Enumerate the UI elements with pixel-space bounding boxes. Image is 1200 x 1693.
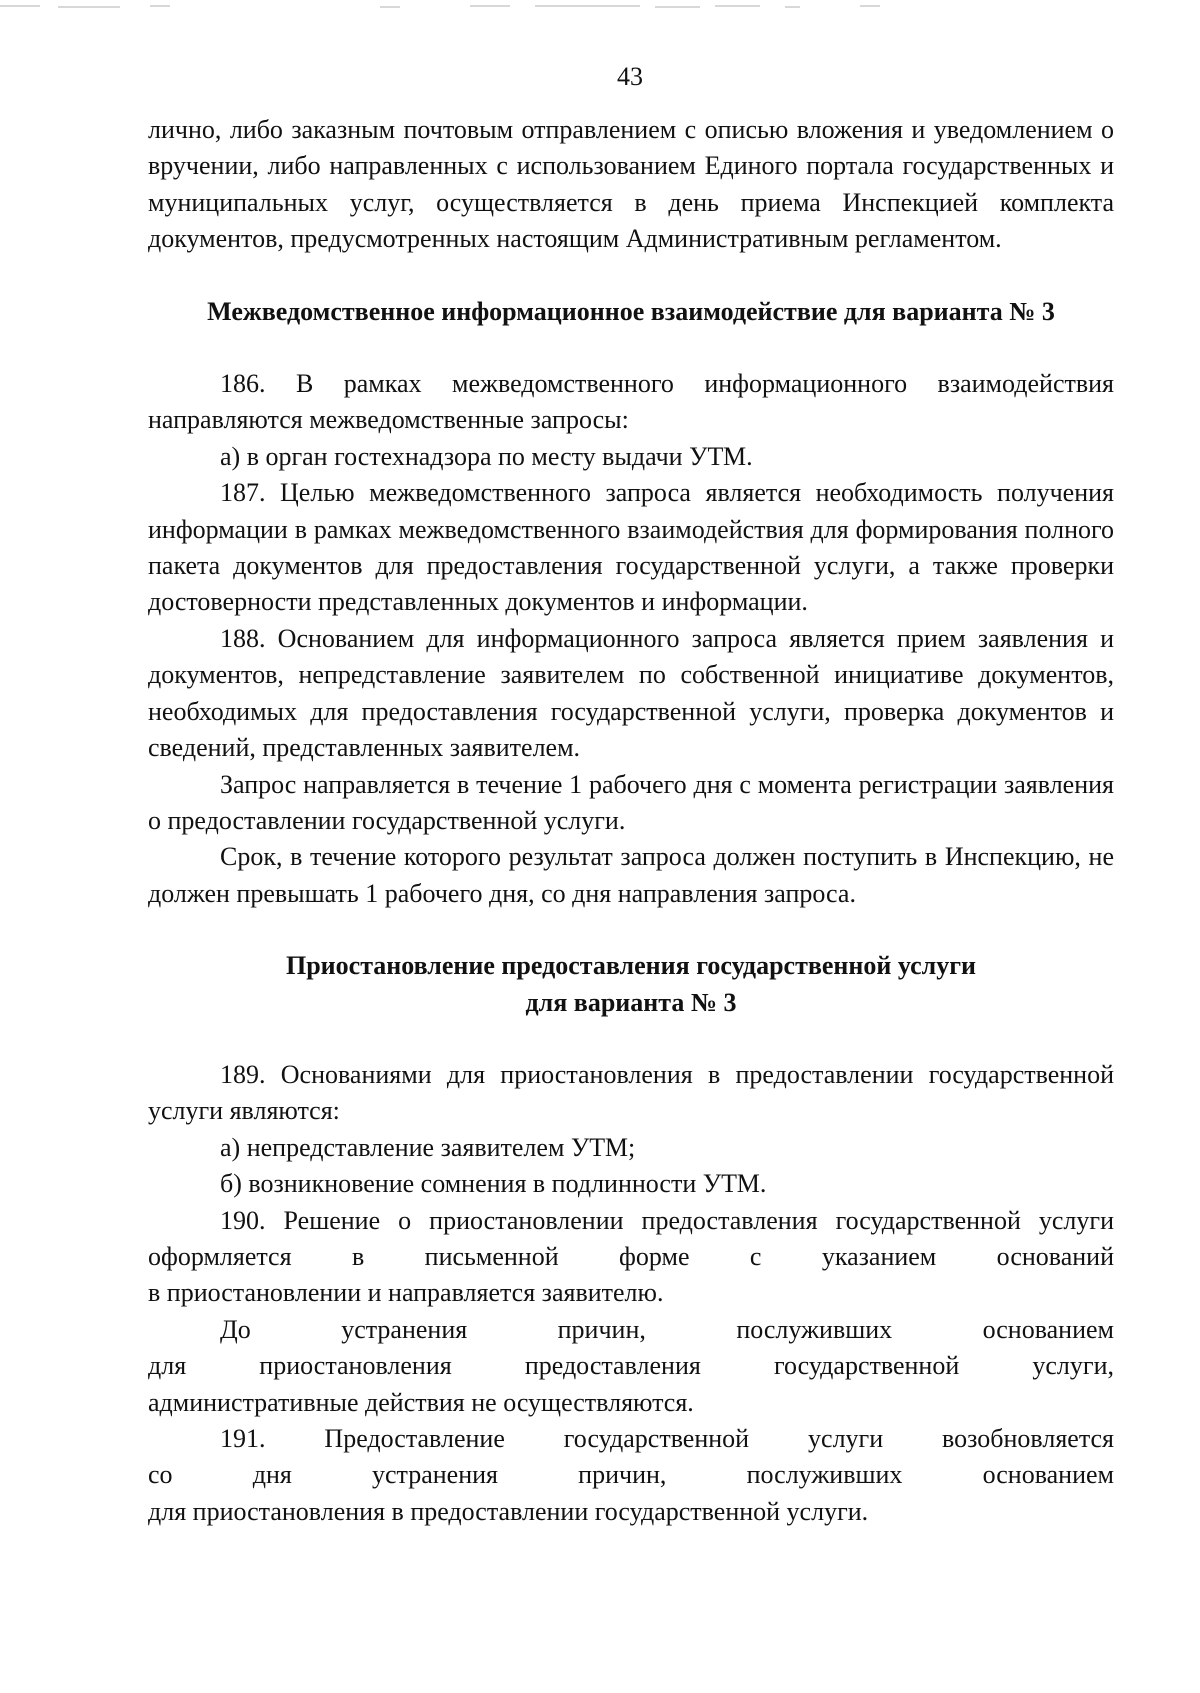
- paragraph-190-line3: в приостановлении и направляется заявителю.: [148, 1278, 664, 1308]
- paragraph-187: 187. Целью межведомственного запроса является необходимость получения информации в рамках межведомственного взаимодействия для формирования полного пакета документов для предоставления государственной услуги, а также проверки достоверности представленных документов и информации.: [148, 478, 1114, 617]
- section-heading-suspension-line1: Приостановление предоставления государственной услуги: [285, 951, 976, 981]
- paragraph-191-line2: со дня устранения причин, послуживших основанием: [148, 1460, 1114, 1490]
- section-heading-interagency: Межведомственное информационное взаимодействие для варианта № 3: [207, 296, 1055, 326]
- paragraph-191-line3: для приостановления в предоставлении государственной услуги.: [148, 1496, 869, 1526]
- paragraph-186-a: а) в орган гостехнадзора по месту выдачи УТМ.: [220, 441, 753, 471]
- section-heading-suspension: [148, 948, 1114, 1021]
- intro-paragraph: лично, либо заказным почтовым отправлением с описью вложения и уведомлением о вручении, либо направленных с использованием Единого портала государственных и муниципальных услуг, осуществляется в день приема Инспекцией комплекта документов, предусмотренных настоящим Административным регламентом.: [148, 115, 1114, 254]
- section-heading-suspension-line2: для варианта № 3: [525, 987, 737, 1017]
- page-number: 43: [617, 62, 643, 91]
- paragraph-190-line1: 190. Решение о приостановлении предоставления государственной услуги: [220, 1205, 1114, 1235]
- paragraph-189-b: б) возникновение сомнения в подлинности УТМ.: [220, 1169, 767, 1199]
- paragraph-until-line3: административные действия не осуществляются.: [148, 1387, 694, 1417]
- paragraph-request-term: Запрос направляется в течение 1 рабочего дня с момента регистрации заявления о предоставлении государственной услуги.: [148, 769, 1114, 835]
- document-body: [148, 112, 1114, 1530]
- paragraph-189: 189. Основаниями для приостановления в предоставлении государственной услуги являются:: [148, 1059, 1114, 1126]
- scan-artifact-strip: [0, 0, 1200, 14]
- paragraph-until-line1: До устранения причин, послуживших основанием: [220, 1314, 1114, 1344]
- paragraph-response-term: Срок, в течение которого результат запроса должен поступить в Инспекцию, не должен превышать 1 рабочего дня, со дня направления запроса.: [148, 842, 1114, 908]
- paragraph-190-line2: оформляется в письменной форме с указанием оснований: [148, 1241, 1114, 1271]
- paragraph-189-a: а) непредставление заявителем УТМ;: [220, 1132, 636, 1162]
- paragraph-188: 188. Основанием для информационного запроса является прием заявления и документов, непредставление заявителем по собственной инициативе документов, необходимых для предоставления государственной услуги, проверка документов и сведений, представленных заявителем.: [148, 623, 1114, 763]
- paragraph-until-line2: для приостановления предоставления государственной услуги,: [148, 1351, 1114, 1381]
- paragraph-191-line1: 191. Предоставление государственной услуги возобновляется: [220, 1424, 1114, 1453]
- paragraph-186: 186. В рамках межведомственного информационного взаимодействия направляются межведомственные запросы:: [148, 369, 1114, 435]
